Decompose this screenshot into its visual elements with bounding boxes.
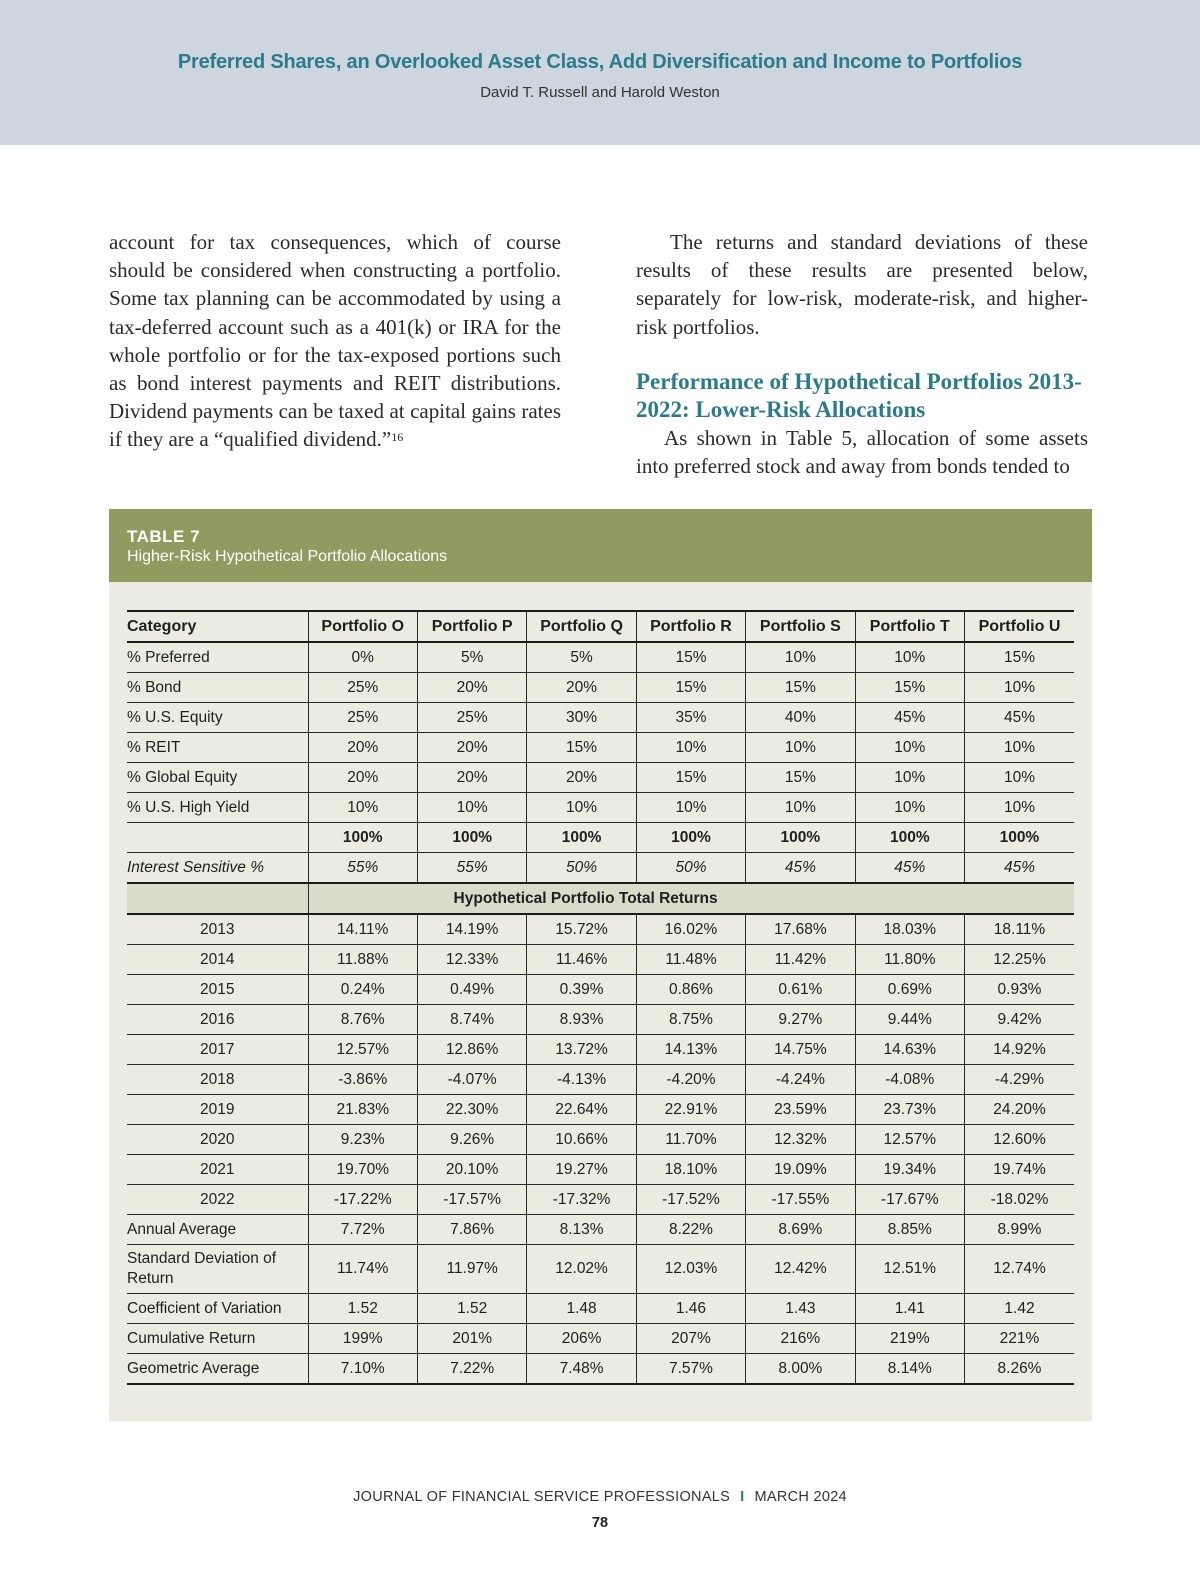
table-cell: 11.48%: [636, 945, 745, 975]
row-label: Standard Deviation of Return: [127, 1245, 308, 1294]
table-cell: 15%: [746, 673, 855, 703]
table-cell: 9.27%: [746, 1005, 855, 1035]
table-cell: 10%: [855, 763, 964, 793]
table-cell: 14.75%: [746, 1035, 855, 1065]
table-cell: 14.63%: [855, 1035, 964, 1065]
row-label: Coefficient of Variation: [127, 1294, 308, 1324]
row-label: % Bond: [127, 673, 308, 703]
table-cell: 55%: [417, 853, 526, 884]
table-cell: 45%: [964, 703, 1074, 733]
statistic-row: [127, 1215, 1074, 1245]
table-cell: 20%: [417, 763, 526, 793]
table-cell: 100%: [746, 823, 855, 853]
table-cell: 8.69%: [746, 1215, 855, 1245]
table-cell: 216%: [746, 1324, 855, 1354]
table-cell: 10%: [308, 793, 417, 823]
statistic-row: [127, 1324, 1074, 1354]
left-column: [109, 228, 561, 454]
table-cell: 12.51%: [855, 1245, 964, 1294]
table-cell: 1.43: [746, 1294, 855, 1324]
table-cell: 35%: [636, 703, 745, 733]
table-cell: 10%: [964, 733, 1074, 763]
row-label: 2016: [127, 1005, 308, 1035]
row-label: 2020: [127, 1125, 308, 1155]
table-cell: 1.52: [308, 1294, 417, 1324]
table-cell: 22.30%: [417, 1095, 526, 1125]
statistic-row: [127, 1294, 1074, 1324]
table-body: [127, 642, 1074, 1384]
table-cell: 8.75%: [636, 1005, 745, 1035]
section-heading: Performance of Hypothetical Portfolios 2013-2022: Lower-Risk Allocations: [636, 368, 1082, 422]
left-paragraph-text: account for tax consequences, which of course should be considered when constructing a portfolio. Some tax planning can be accommodated by using a tax-deferred account such as a 401(k) or IRA for the whole portfolio or for the tax-exposed portions such as bond interest payments and REIT distributions. Dividend payments can be taxed at capital gains rates if they are a “qualified dividend.”: [109, 230, 561, 452]
table-cell: 18.11%: [964, 914, 1074, 945]
table-cell: 7.48%: [527, 1354, 636, 1385]
table-cell: 10%: [855, 793, 964, 823]
table-cell: 50%: [527, 853, 636, 884]
table-cell: 100%: [964, 823, 1074, 853]
table-cell: 12.60%: [964, 1125, 1074, 1155]
table-cell: 10%: [855, 642, 964, 673]
footnote-ref[interactable]: 16: [391, 430, 404, 445]
table-cell: 20%: [417, 733, 526, 763]
row-label: 2021: [127, 1155, 308, 1185]
table-cell: 8.13%: [527, 1215, 636, 1245]
table-cell: 14.19%: [417, 914, 526, 945]
table-cell: 0.61%: [746, 975, 855, 1005]
article-authors: David T. Russell and Harold Weston: [480, 84, 720, 101]
table-cell: 10%: [746, 642, 855, 673]
table-cell: 15%: [636, 763, 745, 793]
year-row: [127, 1005, 1074, 1035]
table-header-band: [109, 509, 1092, 582]
table-cell: 8.85%: [855, 1215, 964, 1245]
allocation-row: [127, 763, 1074, 793]
table-cell: 8.93%: [527, 1005, 636, 1035]
table-cell: 201%: [417, 1324, 526, 1354]
table-cell: 9.23%: [308, 1125, 417, 1155]
table-cell: 10%: [855, 733, 964, 763]
table-cell: 7.57%: [636, 1354, 745, 1385]
table-cell: 10%: [964, 763, 1074, 793]
row-label: 2019: [127, 1095, 308, 1125]
table-cell: 20%: [308, 733, 417, 763]
table-cell: -17.32%: [527, 1185, 636, 1215]
table-cell: 11.97%: [417, 1245, 526, 1294]
table-cell: 8.76%: [308, 1005, 417, 1035]
row-label: [127, 823, 308, 853]
column-header-portfolio: Portfolio U: [964, 611, 1074, 642]
table-cell: 8.74%: [417, 1005, 526, 1035]
column-header-portfolio: Portfolio T: [855, 611, 964, 642]
table-cell: 18.03%: [855, 914, 964, 945]
row-label: % U.S. High Yield: [127, 793, 308, 823]
table-cell: -4.13%: [527, 1065, 636, 1095]
year-row: [127, 1035, 1074, 1065]
table-cell: 0.86%: [636, 975, 745, 1005]
table-cell: 15.72%: [527, 914, 636, 945]
table-cell: 207%: [636, 1324, 745, 1354]
table-cell: 10%: [964, 673, 1074, 703]
table-cell: 8.22%: [636, 1215, 745, 1245]
table-cell: 45%: [964, 853, 1074, 884]
table-cell: 16.02%: [636, 914, 745, 945]
table-cell: 1.46: [636, 1294, 745, 1324]
table-cell: 12.03%: [636, 1245, 745, 1294]
table-cell: 15%: [746, 763, 855, 793]
table-cell: 19.70%: [308, 1155, 417, 1185]
interest-sensitive-row: [127, 853, 1074, 884]
table-cell: 12.32%: [746, 1125, 855, 1155]
table-cell: -17.55%: [746, 1185, 855, 1215]
table-cell: 20%: [417, 673, 526, 703]
table-cell: 8.99%: [964, 1215, 1074, 1245]
table-cell: 14.13%: [636, 1035, 745, 1065]
table-cell: 10%: [746, 793, 855, 823]
table-cell: 20%: [527, 673, 636, 703]
table-cell: 10%: [527, 793, 636, 823]
table-cell: 9.44%: [855, 1005, 964, 1035]
table-cell: 23.59%: [746, 1095, 855, 1125]
table-cell: 100%: [308, 823, 417, 853]
table-cell: 15%: [636, 642, 745, 673]
table-cell: 12.02%: [527, 1245, 636, 1294]
row-label: Interest Sensitive %: [127, 853, 308, 884]
table-header-row: [127, 611, 1074, 642]
table-cell: 15%: [527, 733, 636, 763]
row-label: % Preferred: [127, 642, 308, 673]
table-cell: 50%: [636, 853, 745, 884]
running-header: [0, 0, 1200, 145]
table-cell: 7.86%: [417, 1215, 526, 1245]
table-cell: 1.52: [417, 1294, 526, 1324]
article-title: Preferred Shares, an Overlooked Asset Class, Add Diversification and Income to Portfolios: [177, 51, 1023, 73]
right-column: [636, 228, 1088, 480]
left-paragraph: [109, 228, 561, 454]
column-header-portfolio: Portfolio P: [417, 611, 526, 642]
table-cell: -18.02%: [964, 1185, 1074, 1215]
table-cell: 206%: [527, 1324, 636, 1354]
table-cell: 45%: [746, 853, 855, 884]
page-number: 78: [591, 1515, 609, 1531]
table-cell: 12.74%: [964, 1245, 1074, 1294]
year-row: [127, 1095, 1074, 1125]
table-cell: 22.64%: [527, 1095, 636, 1125]
right-paragraph: The returns and standard deviations of these results of these results are presented below, separately for low-risk, moderate-risk, and higher-risk portfolios.: [636, 230, 1088, 339]
table-cell: 11.88%: [308, 945, 417, 975]
table-cell: 11.42%: [746, 945, 855, 975]
row-label: Cumulative Return: [127, 1324, 308, 1354]
table-cell: 219%: [855, 1324, 964, 1354]
year-row: [127, 1065, 1074, 1095]
table-cell: 25%: [417, 703, 526, 733]
footer-separator: I: [740, 1489, 745, 1505]
total-row: [127, 823, 1074, 853]
table-cell: 1.41: [855, 1294, 964, 1324]
table-cell: -17.22%: [308, 1185, 417, 1215]
row-label: 2017: [127, 1035, 308, 1065]
table-cell: 15%: [855, 673, 964, 703]
year-row: [127, 1155, 1074, 1185]
table-cell: 55%: [308, 853, 417, 884]
table-7: [109, 509, 1092, 1421]
section-title: Hypothetical Portfolio Total Returns: [308, 883, 1074, 914]
table-cell: 0.39%: [527, 975, 636, 1005]
table-cell: 0.24%: [308, 975, 417, 1005]
table-label: TABLE 7: [127, 527, 201, 546]
row-label: 2018: [127, 1065, 308, 1095]
table-cell: 1.42: [964, 1294, 1074, 1324]
table-cell: 5%: [417, 642, 526, 673]
table-cell: 12.57%: [308, 1035, 417, 1065]
table-cell: 40%: [746, 703, 855, 733]
table-cell: 22.91%: [636, 1095, 745, 1125]
table-cell: 19.74%: [964, 1155, 1074, 1185]
table-cell: 11.80%: [855, 945, 964, 975]
table-cell: 0.69%: [855, 975, 964, 1005]
row-label: Annual Average: [127, 1215, 308, 1245]
table-caption: Higher-Risk Hypothetical Portfolio Allocations: [127, 548, 448, 565]
table-cell: 10%: [746, 733, 855, 763]
allocation-row: [127, 673, 1074, 703]
table-cell: 25%: [308, 703, 417, 733]
table-cell: 11.74%: [308, 1245, 417, 1294]
table-cell: 10.66%: [527, 1125, 636, 1155]
table-cell: 21.83%: [308, 1095, 417, 1125]
row-label: % Global Equity: [127, 763, 308, 793]
table-cell: 11.70%: [636, 1125, 745, 1155]
table-cell: 199%: [308, 1324, 417, 1354]
table-cell: 23.73%: [855, 1095, 964, 1125]
table-cell: 8.14%: [855, 1354, 964, 1385]
table-cell: 15%: [964, 642, 1074, 673]
allocation-row: [127, 642, 1074, 673]
row-label: % U.S. Equity: [127, 703, 308, 733]
statistic-row: [127, 1245, 1074, 1294]
table-cell: 100%: [417, 823, 526, 853]
row-label: 2015: [127, 975, 308, 1005]
table-cell: -17.67%: [855, 1185, 964, 1215]
table-cell: 0.93%: [964, 975, 1074, 1005]
year-row: [127, 1125, 1074, 1155]
table-cell: 8.00%: [746, 1354, 855, 1385]
table-cell: 9.42%: [964, 1005, 1074, 1035]
table-cell: -4.20%: [636, 1065, 745, 1095]
table-cell: 10%: [636, 733, 745, 763]
table-cell: 0%: [308, 642, 417, 673]
year-row: [127, 914, 1074, 945]
table-cell: 20.10%: [417, 1155, 526, 1185]
row-label: Geometric Average: [127, 1354, 308, 1385]
table-cell: 8.26%: [964, 1354, 1074, 1385]
table-cell: 19.27%: [527, 1155, 636, 1185]
footer: [0, 1489, 1200, 1505]
table-cell: 12.86%: [417, 1035, 526, 1065]
table-cell: 10%: [636, 793, 745, 823]
table-cell: 14.11%: [308, 914, 417, 945]
table-cell: 9.26%: [417, 1125, 526, 1155]
table-cell: 13.72%: [527, 1035, 636, 1065]
table-cell: 17.68%: [746, 914, 855, 945]
table-cell: 45%: [855, 703, 964, 733]
table-cell: -17.57%: [417, 1185, 526, 1215]
table-cell: 0.49%: [417, 975, 526, 1005]
table-cell: 45%: [855, 853, 964, 884]
spacer-cell: [127, 883, 308, 914]
column-header-portfolio: Portfolio O: [308, 611, 417, 642]
table-cell: 7.22%: [417, 1354, 526, 1385]
table-cell: 15%: [636, 673, 745, 703]
allocation-row: [127, 703, 1074, 733]
table-cell: 20%: [527, 763, 636, 793]
table-cell: 12.25%: [964, 945, 1074, 975]
row-label: 2022: [127, 1185, 308, 1215]
table-cell: 7.10%: [308, 1354, 417, 1385]
table-cell: 12.33%: [417, 945, 526, 975]
column-header-portfolio: Portfolio Q: [527, 611, 636, 642]
row-label: 2013: [127, 914, 308, 945]
section-row: [127, 883, 1074, 914]
table-cell: 18.10%: [636, 1155, 745, 1185]
table-cell: 12.57%: [855, 1125, 964, 1155]
issue-date: MARCH 2024: [754, 1489, 847, 1505]
statistic-row: [127, 1354, 1074, 1385]
table-cell: 10%: [964, 793, 1074, 823]
table-cell: -4.24%: [746, 1065, 855, 1095]
table-cell: -3.86%: [308, 1065, 417, 1095]
table-cell: 12.42%: [746, 1245, 855, 1294]
allocation-table: [127, 610, 1074, 1385]
table-cell: -17.52%: [636, 1185, 745, 1215]
year-row: [127, 1185, 1074, 1215]
table-cell: 5%: [527, 642, 636, 673]
table-cell: 19.34%: [855, 1155, 964, 1185]
table-cell: 11.46%: [527, 945, 636, 975]
table-cell: 10%: [417, 793, 526, 823]
table-cell: 24.20%: [964, 1095, 1074, 1125]
column-header-category: Category: [127, 611, 308, 642]
table-cell: 30%: [527, 703, 636, 733]
right-paragraph-2: As shown in Table 5, allocation of some assets into preferred stock and away from bonds tended to: [636, 425, 1088, 479]
table-cell: -4.29%: [964, 1065, 1074, 1095]
allocation-row: [127, 733, 1074, 763]
table-cell: -4.08%: [855, 1065, 964, 1095]
table-cell: 1.48: [527, 1294, 636, 1324]
allocation-row: [127, 793, 1074, 823]
column-header-portfolio: Portfolio R: [636, 611, 745, 642]
year-row: [127, 945, 1074, 975]
table-cell: 19.09%: [746, 1155, 855, 1185]
table-cell: 100%: [636, 823, 745, 853]
year-row: [127, 975, 1074, 1005]
row-label: % REIT: [127, 733, 308, 763]
table-cell: 7.72%: [308, 1215, 417, 1245]
journal-name: JOURNAL OF FINANCIAL SERVICE PROFESSIONALS: [353, 1489, 731, 1505]
table-cell: 100%: [855, 823, 964, 853]
table-cell: 14.92%: [964, 1035, 1074, 1065]
table-cell: 100%: [527, 823, 636, 853]
column-header-portfolio: Portfolio S: [746, 611, 855, 642]
table-cell: -4.07%: [417, 1065, 526, 1095]
table-cell: 20%: [308, 763, 417, 793]
table-cell: 221%: [964, 1324, 1074, 1354]
row-label: 2014: [127, 945, 308, 975]
table-cell: 25%: [308, 673, 417, 703]
